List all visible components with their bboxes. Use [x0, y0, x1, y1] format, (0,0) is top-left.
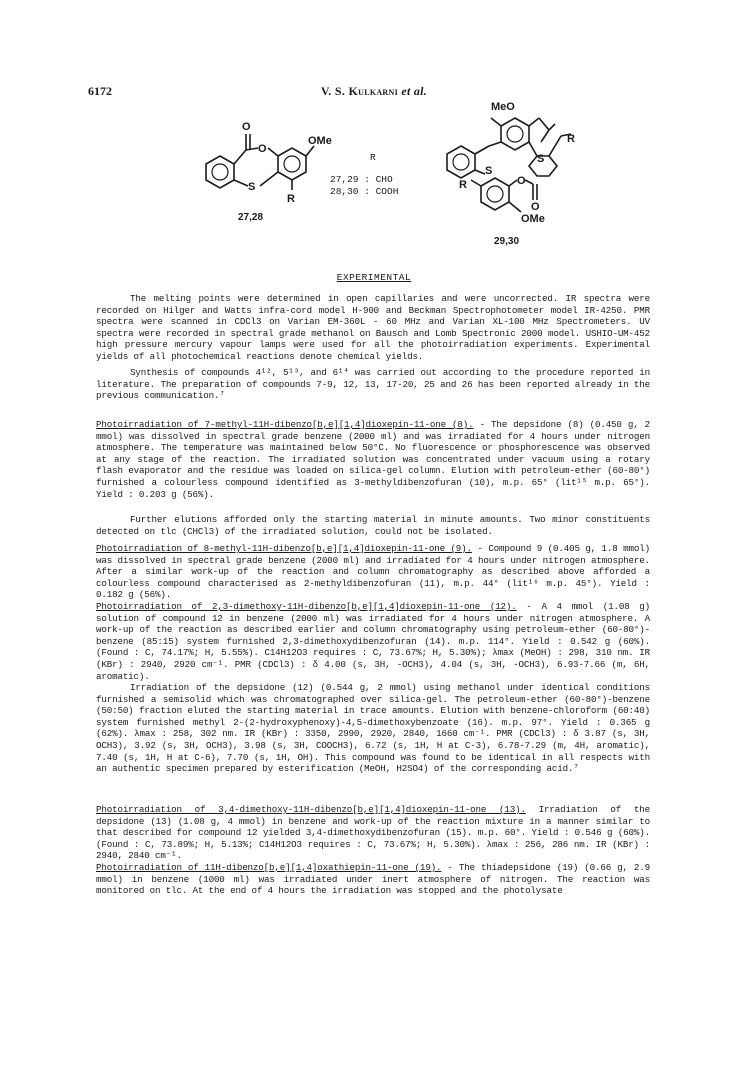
meo-label: MeO [491, 101, 515, 113]
paragraph-synthesis-text: Synthesis of compounds 4¹², 5¹³, and 6¹⁴ was carried out according to the procedure reported in literature. The preparation of compounds 7-9, 12, 13, 17-20, 25 and 26 has been reported already in the previous communication.⁷ [96, 367, 650, 402]
body-compound-12: - A 4 mmol (1.08 g) solution of compound 12 in benzene (2000 ml) was irradiated for 4 hours under nitrogen atmosphere. A work-up of the reaction as described earlier and column chromatography using petroleum-ether (60-80°)-benzene (85:15) system furnished 2,3-dimethoxydibenzofuran (14). m.p. 114°. Yield : 0.542 g (60%). (Found : C, 74.17%; H, 5.55%). C14H12O3 requires : C, 73.67%; H, 5.30%); λmax (MeOH) : 298, 310 nm. IR (KBr) : 2940, 2920 cm⁻¹. PMR (CDCl3) : δ 4.00 (s, 3H, -OCH3), 4.04 (s, 3H, -OCH3), 6.93-7.66 (m, 6H, aromatic). [96, 601, 650, 682]
carbonyl-o-label: O [242, 121, 251, 133]
carbonyl-o-label-right: O [531, 201, 540, 213]
r-label-bottom: R [459, 179, 467, 191]
ring-o-label: O [258, 143, 267, 155]
r-label: R [287, 193, 295, 205]
body-compound-19: - The thiadepsidone (19) (0.66 g, 2.9 mmol) in benzene (1000 ml) was irradiated under inert atmosphere of nitrogen. The reaction was monitored on tlc. At the end of 4 hours the irradiation was stopped and the photolysate [96, 862, 650, 897]
paragraph-further-elutions-text: Further elutions afforded only the starting material in minute amounts. Two minor constituents detected on tlc (CHCl3) of the irradiated solution, could not be isolated. [96, 514, 650, 537]
heading-compound-13: Photoirradiation of 3,4-dimethoxy-11H-dibenzo[b,e][1,4]dioxepin-11-one (13). [96, 804, 526, 815]
sulfur-label-left: S [485, 165, 493, 177]
paragraph-methanol-irradiation [96, 682, 650, 775]
r-table-row-2: 28,30 : COOH [330, 186, 399, 197]
ome-label: OMe [308, 135, 332, 147]
ring-o-label-right: O [517, 175, 526, 187]
paragraph-methanol-irradiation-text: Irradiation of the depsidone (12) (0.544 g, 2 mmol) using methanol under identical conditions furnished a semisolid which was chromatographed over silica-gel. The petroleum-ether (60-80°)-benzene (50:50) fraction eluted the starting material in trace amounts. Elution with benzene-chloroform (60:40) system furnished methyl 2-(2-hydroxyphenoxy)-4,5-dimethoxybenzoate (16). m.p. 97°. Yield : 0.365 g (62%). λmax : 258, 302 nm. IR (KBr) : 3350, 2990, 2920, 2840, 1660 cm⁻¹. PMR (CDCl3) : δ 3.87 (s, 3H, OCH3), 3.92 (s, 3H, OCH3), 3.98 (s, 3H, COOCH3), 6.72 (s, 1H, H at C-3), 6.78-7.29 (m, 4H, aromatic), 7.40 (s, 1H, H at C-6), 7.70 (s, 1H, OH). This compound was found to be identical in all respects with an authentic specimen prepared by esterification (MeOH, H2SO4) of the corresponding acid.⁷ [96, 682, 650, 775]
body-compound-8: - The depsidone (8) (0.450 g, 2 mmol) was dissolved in spectral grade benzene (2000 ml) and was irradiated for 4 hours under nitrogen atmosphere. The temperature was maintained below 50°C. No fluorescence or phosphorescence was observed at any stage of the reaction. The irradiated solution was concentrated under vacuum using a rotary flash evaporator and the residue was loaded on silica-gel column. Elution with petroleum-ether (60-80°) furnished a colourless compound identified as 3-methyldibenzofuran (10), m.p. 65° (lit¹⁵ m.p. 65°). Yield : 0.203 g (56%). [96, 419, 650, 500]
paragraph-compound-8 [96, 419, 650, 500]
structure-29-30 [425, 96, 595, 236]
r-table-row-1: 27,29 : CHO [330, 174, 393, 185]
structure-27-28 [190, 118, 340, 228]
section-title: EXPERIMENTAL [336, 272, 412, 283]
heading-compound-19: Photoirradiation of 11H-dibenzo[b,e][1,4]oxathiepin-11-one (19). [96, 862, 442, 873]
body-compound-9: - Compound 9 (0.405 g, 1.8 mmol) was dissolved in spectral grade benzene (2000 ml) and irradiated for 4 hours under nitrogen atmosphere. After a similar work-up of the reaction and column chromatography as described above afforded a colourless compound characterised as 2-methyldibenzofuran (11), m.p. 44° (lit¹⁶ m.p. 45°). Yield : 0.182 g (56%). [96, 543, 650, 601]
heading-compound-8: Photoirradiation of 7-methyl-11H-dibenzo[b,e][1,4]dioxepin-11-one (8). [96, 419, 474, 430]
paragraph-general-methods [96, 293, 650, 363]
paragraph-compound-13 [96, 804, 650, 862]
body-compound-13: Irradiation of the depsidone (13) (1.08 g, 4 mmol) in benzene and work-up of the reaction mixture in a manner similar to that described for compound 12 yielded 3,4-dimethoxydibenzofuran (15). m.p. 60°. Yield : 0.546 g (60%). (Found : C, 73.89%; H, 5.13%; C14H12O3 requires : C, 73.67%; H, 5.30%). λmax : 256, 286 nm. IR (KBr) : 2940, 2840 cm⁻¹. [96, 804, 650, 862]
paragraph-compound-9 [96, 543, 650, 601]
paragraph-compound-12 [96, 601, 650, 682]
page-number: 6172 [88, 84, 112, 98]
running-head [0, 84, 748, 99]
sulfur-label: S [248, 181, 256, 193]
sulfur-label-right: S [537, 153, 545, 165]
paragraph-compound-19 [96, 862, 650, 897]
r-table-header: R [370, 152, 376, 163]
running-head-etal: et al. [401, 84, 428, 98]
ome-label-right: OMe [521, 213, 545, 225]
compound-label-29-30: 29,30 [494, 236, 520, 247]
r-label-top: R [567, 133, 575, 145]
paragraph-general-methods-text: The melting points were determined in open capillaries and were uncorrected. IR spectra were recorded on Hilger and Watts infra-cord model H-900 and Beckman Spectrophotometer model IR-4250. PMR spectra were scanned in CDCl3 on Varian EM-360L - 60 MHz and Varian XL-100 MHz Spectrometers. UV spectra were recorded in spectral grade methanol on Bausch and Lomb Spectronic 2000 model. USHIO-UM-452 high pressure mercury vapour lamps were used for all the photoirradiation experiments. Experimental yields of all photochemical reactions denote chemical yields. [96, 293, 650, 362]
running-head-authors: V. S. Kulkarni [320, 84, 398, 98]
paragraph-synthesis [96, 367, 650, 402]
paragraph-further-elutions [96, 514, 650, 537]
compound-label-27-28: 27,28 [238, 212, 264, 223]
heading-compound-12: Photoirradiation of 2,3-dimethoxy-11H-dibenzo[b,e][1,4]dioxepin-11-one (12). [96, 601, 517, 612]
heading-compound-9: Photoirradiation of 8-methyl-11H-dibenzo[b,e][1,4]dioxepin-11-one (9). [96, 543, 472, 554]
